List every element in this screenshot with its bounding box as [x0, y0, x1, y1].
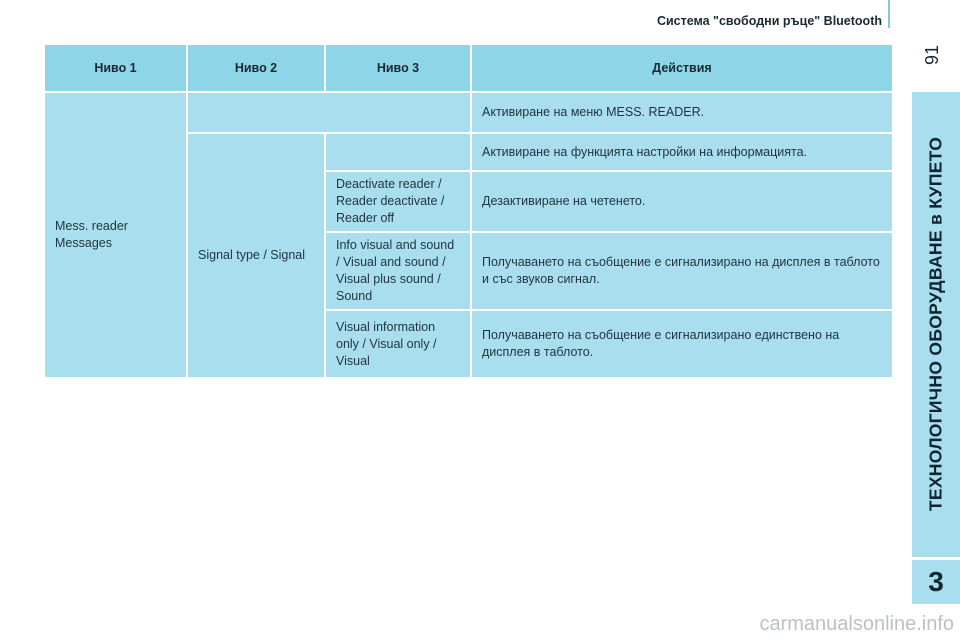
level-3-cell: Visual information only / Visual only / Visual: [325, 310, 471, 377]
table-header-row: [45, 45, 892, 92]
action-cell: Активиране на функцията настройки на информацията.: [471, 133, 892, 171]
menu-functions-table: [45, 45, 892, 377]
header-level-2: Ниво 2: [187, 45, 325, 92]
table-row: [45, 92, 892, 133]
watermark: carmanualsonline.info: [759, 613, 954, 635]
action-cell: Получаването на съобщение е сигнализирано на дисплея в таблото и със звуков сигнал.: [471, 232, 892, 310]
chapter-title: ТЕХНОЛОГИЧНО ОБОРУДВАНЕ в КУПЕТО: [925, 136, 946, 512]
level-1-cell: Mess. reader Messages: [45, 92, 187, 377]
header-divider: [888, 0, 890, 28]
action-cell: Дезактивиране на четенето.: [471, 171, 892, 232]
level-3-cell-empty: [325, 133, 471, 171]
page-number: 91: [922, 44, 942, 66]
header-level-3: Ниво 3: [325, 45, 471, 92]
level-2-3-cell-empty: [187, 92, 471, 133]
level-2-cell: Signal type / Signal: [187, 133, 325, 377]
page-header-title: Система "свободни ръце" Bluetooth: [656, 14, 882, 28]
header-level-1: Ниво 1: [45, 45, 187, 92]
header-actions: Действия: [471, 45, 892, 92]
action-cell: Активиране на меню MESS. READER.: [471, 92, 892, 133]
level-3-cell: Info visual and sound / Visual and sound / Visual plus sound / Sound: [325, 232, 471, 310]
level-3-cell: Deactivate reader / Reader deactivate / Reader off: [325, 171, 471, 232]
action-cell: Получаването на съобщение е сигнализирано единствено на дисплея в таблото.: [471, 310, 892, 377]
chapter-number: 3: [928, 566, 944, 597]
